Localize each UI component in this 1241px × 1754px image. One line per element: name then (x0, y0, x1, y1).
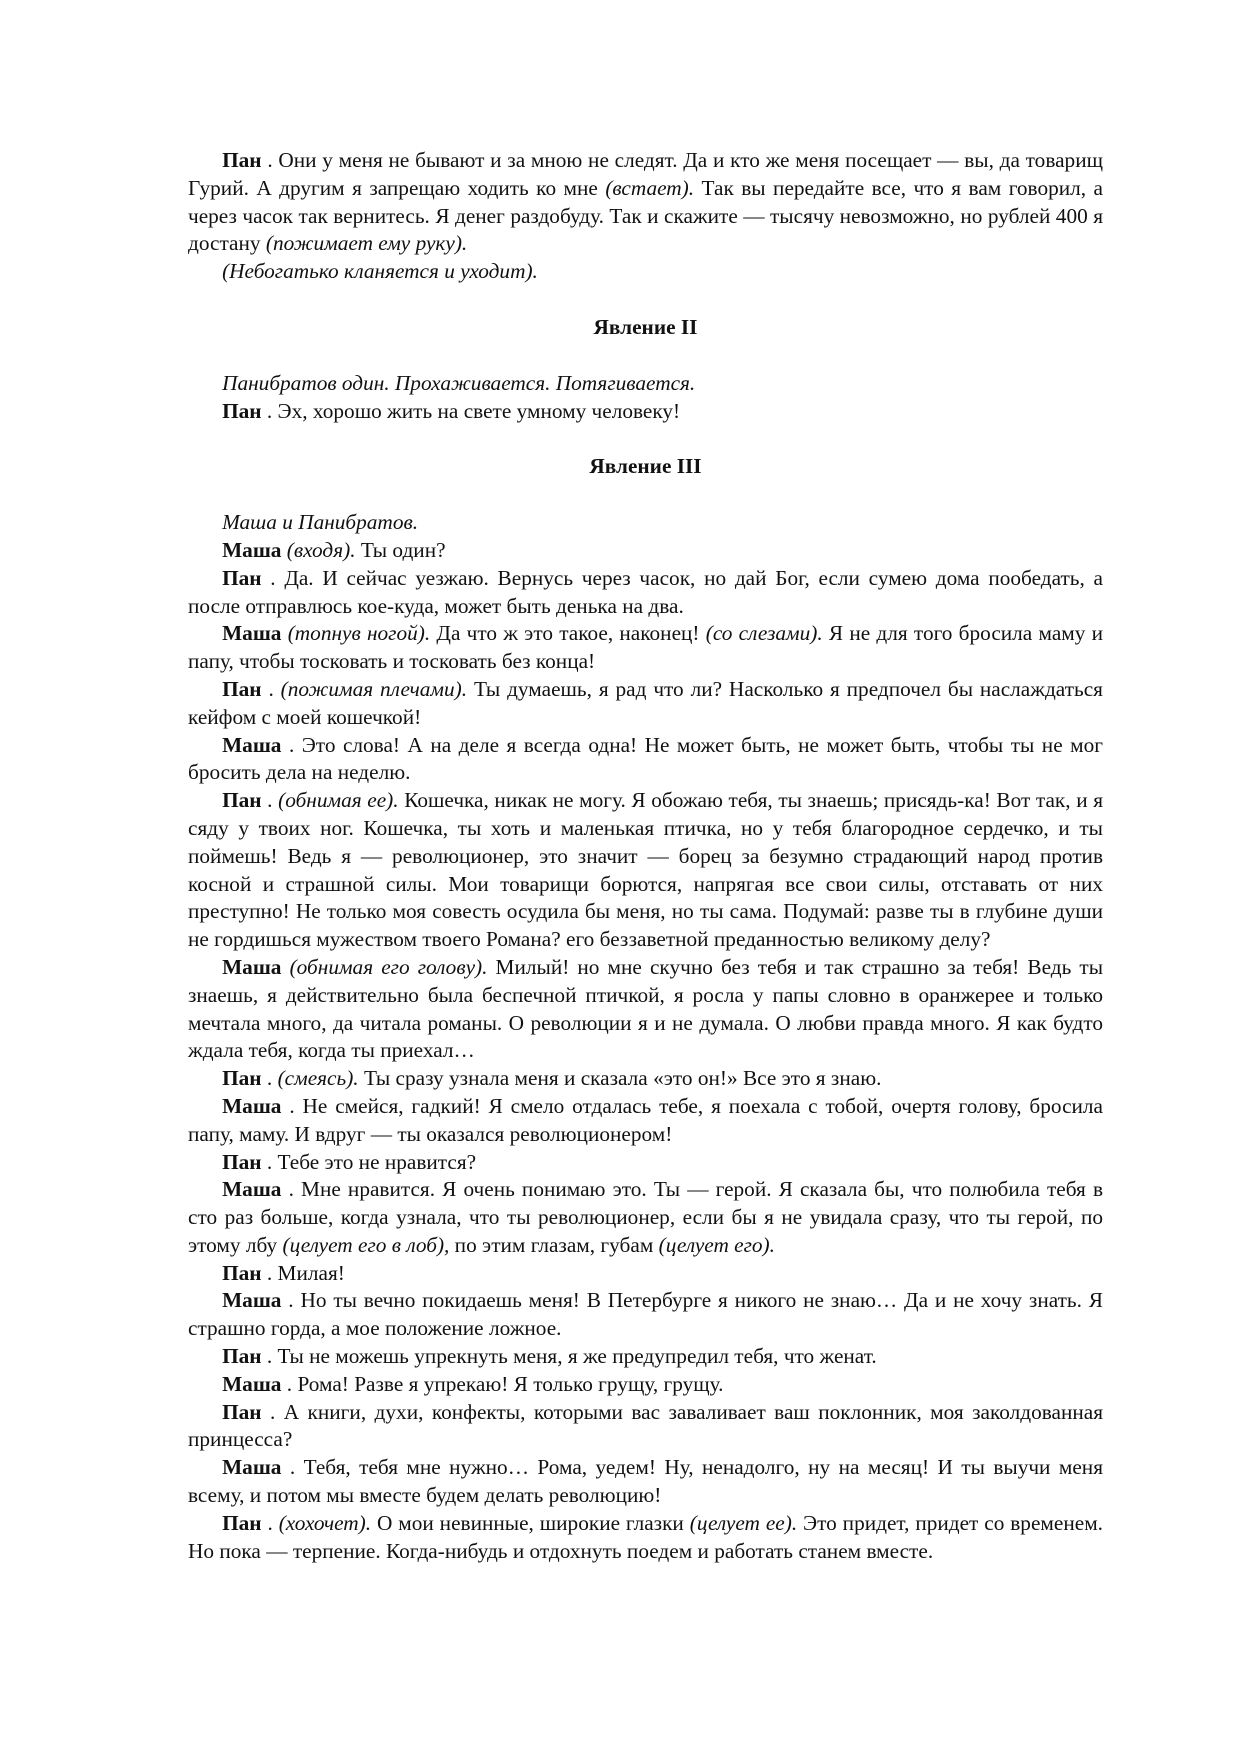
stage-direction: (обнимая его голову). (289, 954, 488, 979)
spacer (188, 286, 1103, 314)
dialogue-text: . (261, 1510, 279, 1535)
stage-direction: (хохочет). (278, 1510, 372, 1535)
speaker-name: Маша (222, 732, 282, 757)
speaker-name: Маша (222, 1288, 282, 1313)
spacer (188, 342, 1103, 370)
speaker-name: Пан (222, 148, 262, 172)
stage-direction: (топнув ногой). (287, 621, 431, 646)
speaker-name: Пан (222, 1399, 262, 1424)
speaker-name: Пан (222, 1344, 262, 1369)
speaker-name: Маша (222, 1093, 282, 1118)
dialogue-paragraph (188, 1371, 1103, 1399)
dialogue-text: Милый! но мне скучно без тебя и так страшно за тебя! Ведь ты знаешь, я действительно была беспечной птичкой, я росла у папы словно в оранжерее и только мечтала много, да читала романы. О революции я и не думала. О любви правда много. Я как будто ждала тебя, когда ты приехал… (188, 954, 1103, 1063)
dialogue-text: Да что ж это такое, наконец! (430, 621, 706, 646)
dialogue-text: . А книги, духи, конфекты, которыми вас заваливает ваш поклонник, моя заколдованная принцесса? (188, 1399, 1103, 1452)
dialogue-paragraph (188, 147, 1103, 258)
dialogue-paragraph (188, 258, 1103, 286)
dialogue-text: О мои невинные, широкие глазки (371, 1510, 690, 1535)
dialogue-text: . Эх, хорошо жить на свете умному человеку! (261, 398, 681, 423)
dialogue-paragraph (188, 1093, 1103, 1149)
speaker-name: Маша (222, 537, 282, 562)
dialogue-text: . Это слова! А на деле я всегда одна! Не может быть, не может быть, чтобы ты не мог бросить дела на неделю. (188, 732, 1103, 785)
dialogue-text: . Мне нравится. Я очень понимаю это. Ты — герой. Я сказала бы, что полюбила тебя в сто раз больше, когда узнала, что ты революционер, если бы я не увидала сразу, что ты герой, по этому лбу (188, 1177, 1103, 1257)
dialogue-paragraph (188, 1287, 1103, 1343)
dialogue-text: . Не смейся, гадкий! Я смело отдалась тебе, я поехала с тобой, очертя голову, бросила папу, маму. И вдруг — ты оказался революционером! (188, 1093, 1103, 1146)
dialogue-paragraph (188, 787, 1103, 954)
dialogue-paragraph (188, 509, 1103, 537)
dialogue-text: . (261, 676, 281, 701)
dialogue-paragraph (188, 620, 1103, 676)
stage-direction: Маша и Панибратов. (222, 510, 419, 535)
stage-direction: (обнимая ее). (278, 788, 399, 813)
stage-direction: (пожимает ему руку). (265, 231, 468, 256)
spacer (188, 425, 1103, 453)
dialogue-paragraph (188, 732, 1103, 788)
scene-heading: Явление III (589, 454, 702, 479)
dialogue-text: . Да. И сейчас уезжаю. Вернусь через часок, но дай Бог, если сумею дома пообедать, а после отправлюсь кое-куда, может быть денька на два. (188, 565, 1103, 618)
stage-direction: (пожимая плечами). (280, 676, 468, 701)
stage-direction: Панибратов один. Прохаживается. Потягивается. (222, 370, 696, 395)
dialogue-text: Так вы передайте все, что я вам говорил, а через часок так вернитесь. Я денег раздобуду. Так и скажите — тысячу невозможно, но рублей 400 я достану (188, 175, 1103, 256)
speaker-name: Пан (222, 1149, 262, 1174)
dialogue-text: . Тебе это не нравится? (261, 1149, 477, 1174)
dialogue-text: . Ты не можешь упрекнуть меня, я же предупредил тебя, что женат. (261, 1344, 877, 1369)
spacer (188, 481, 1103, 509)
speaker-name: Пан (222, 676, 262, 701)
dialogue-text: Ты сразу узнала меня и сказала «это он!» Все это я знаю. (358, 1066, 882, 1091)
speaker-name: Маша (222, 954, 282, 979)
dialogue-paragraph (188, 954, 1103, 1065)
dialogue-text: . (261, 788, 279, 813)
dialogue-text: Ты один? (355, 537, 446, 562)
dialogue-text: Кошечка, никак не могу. Я обожаю тебя, ты знаешь; присядь-ка! Вот так, и я сяду у твоих ног. Кошечка, ты хоть и маленькая птичка, но у тебя благородное сердечко, и ты поймешь! Ведь я — революционер, это значит — борец за безумно страдающий народ против косной и страшной силы. Мои товарищи борются, напрягая все свои силы, отставать от них преступно! Не только моя совесть осудила бы меня, но ты сама. Подумай: разве ты в глубине души не гордишься мужеством твоего Романа? его беззаветной преданностью великому делу? (188, 788, 1103, 952)
dialogue-text: по этим глазам, губам (449, 1232, 659, 1257)
speaker-name: Пан (222, 1260, 262, 1285)
stage-direction: (входя). (286, 537, 356, 562)
dialogue-paragraph (188, 398, 1103, 426)
stage-direction: (со слезами). (705, 621, 823, 646)
dialogue-paragraph (188, 1149, 1103, 1177)
speaker-name: Пан (222, 1510, 262, 1535)
dialogue-text: Я не для того бросила маму и папу, чтобы тосковать и тосковать без конца! (188, 621, 1104, 674)
dialogue-text: . (261, 1066, 278, 1091)
speaker-name: Пан (222, 1066, 262, 1091)
dialogue-paragraph (188, 676, 1103, 732)
dialogue-paragraph (188, 565, 1103, 621)
speaker-name: Пан (222, 788, 262, 813)
stage-direction: (целует ее). (689, 1510, 798, 1535)
document-page (188, 147, 1103, 1565)
speaker-name: Пан (222, 565, 262, 590)
scene-heading: Явление II (593, 314, 698, 339)
stage-direction: (встает). (605, 175, 695, 200)
stage-direction: (целует его в лоб), (282, 1232, 450, 1257)
stage-direction: (Небогатько кланяется и уходит). (222, 259, 538, 284)
dialogue-text: . Но ты вечно покидаешь меня! В Петербурге я никого не знаю… Да и не хочу знать. Я страшно горда, а мое положение ложное. (188, 1288, 1103, 1341)
dialogue-text (281, 955, 289, 979)
dialogue-paragraph (188, 1454, 1103, 1510)
stage-direction: (смеясь). (277, 1066, 359, 1091)
dialogue-paragraph (188, 1399, 1103, 1455)
dialogue-paragraph (188, 1343, 1103, 1371)
speaker-name: Маша (222, 621, 282, 646)
dialogue-text: . Тебя, тебя мне нужно… Рома, уедем! Ну, ненадолго, ну на месяц! И ты выучи меня всему, и потом мы вместе будем делать революцию! (188, 1455, 1103, 1508)
stage-direction: (целует его). (658, 1232, 775, 1257)
dialogue-paragraph (188, 1065, 1103, 1093)
speaker-name: Маша (222, 1371, 282, 1396)
speaker-name: Маша (222, 1177, 282, 1202)
dialogue-text: . Они у меня не бывают и за мною не следят. Да и кто же меня посещает — вы, да товарищ Гурий. А другим я запрещаю ходить ко мне (188, 148, 1103, 200)
dialogue-paragraph (188, 370, 1103, 398)
dialogue-text: Это придет, придет со временем. Но пока — терпение. Когда-нибудь и отдохнуть поедем и работать станем вместе. (188, 1510, 1103, 1563)
speaker-name: Пан (222, 398, 262, 423)
dialogue-paragraph (188, 1176, 1103, 1259)
dialogue-text: . Рома! Разве я упрекаю! Я только грущу, грущу. (281, 1371, 724, 1396)
dialogue-paragraph (188, 537, 1103, 565)
dialogue-text: Ты думаешь, я рад что ли? Насколько я предпочел бы наслаждаться кейфом с моей кошечкой! (188, 676, 1103, 729)
speaker-name: Маша (222, 1455, 282, 1480)
dialogue-paragraph (188, 1510, 1103, 1566)
dialogue-text: . Милая! (261, 1260, 345, 1285)
dialogue-paragraph (188, 1260, 1103, 1288)
